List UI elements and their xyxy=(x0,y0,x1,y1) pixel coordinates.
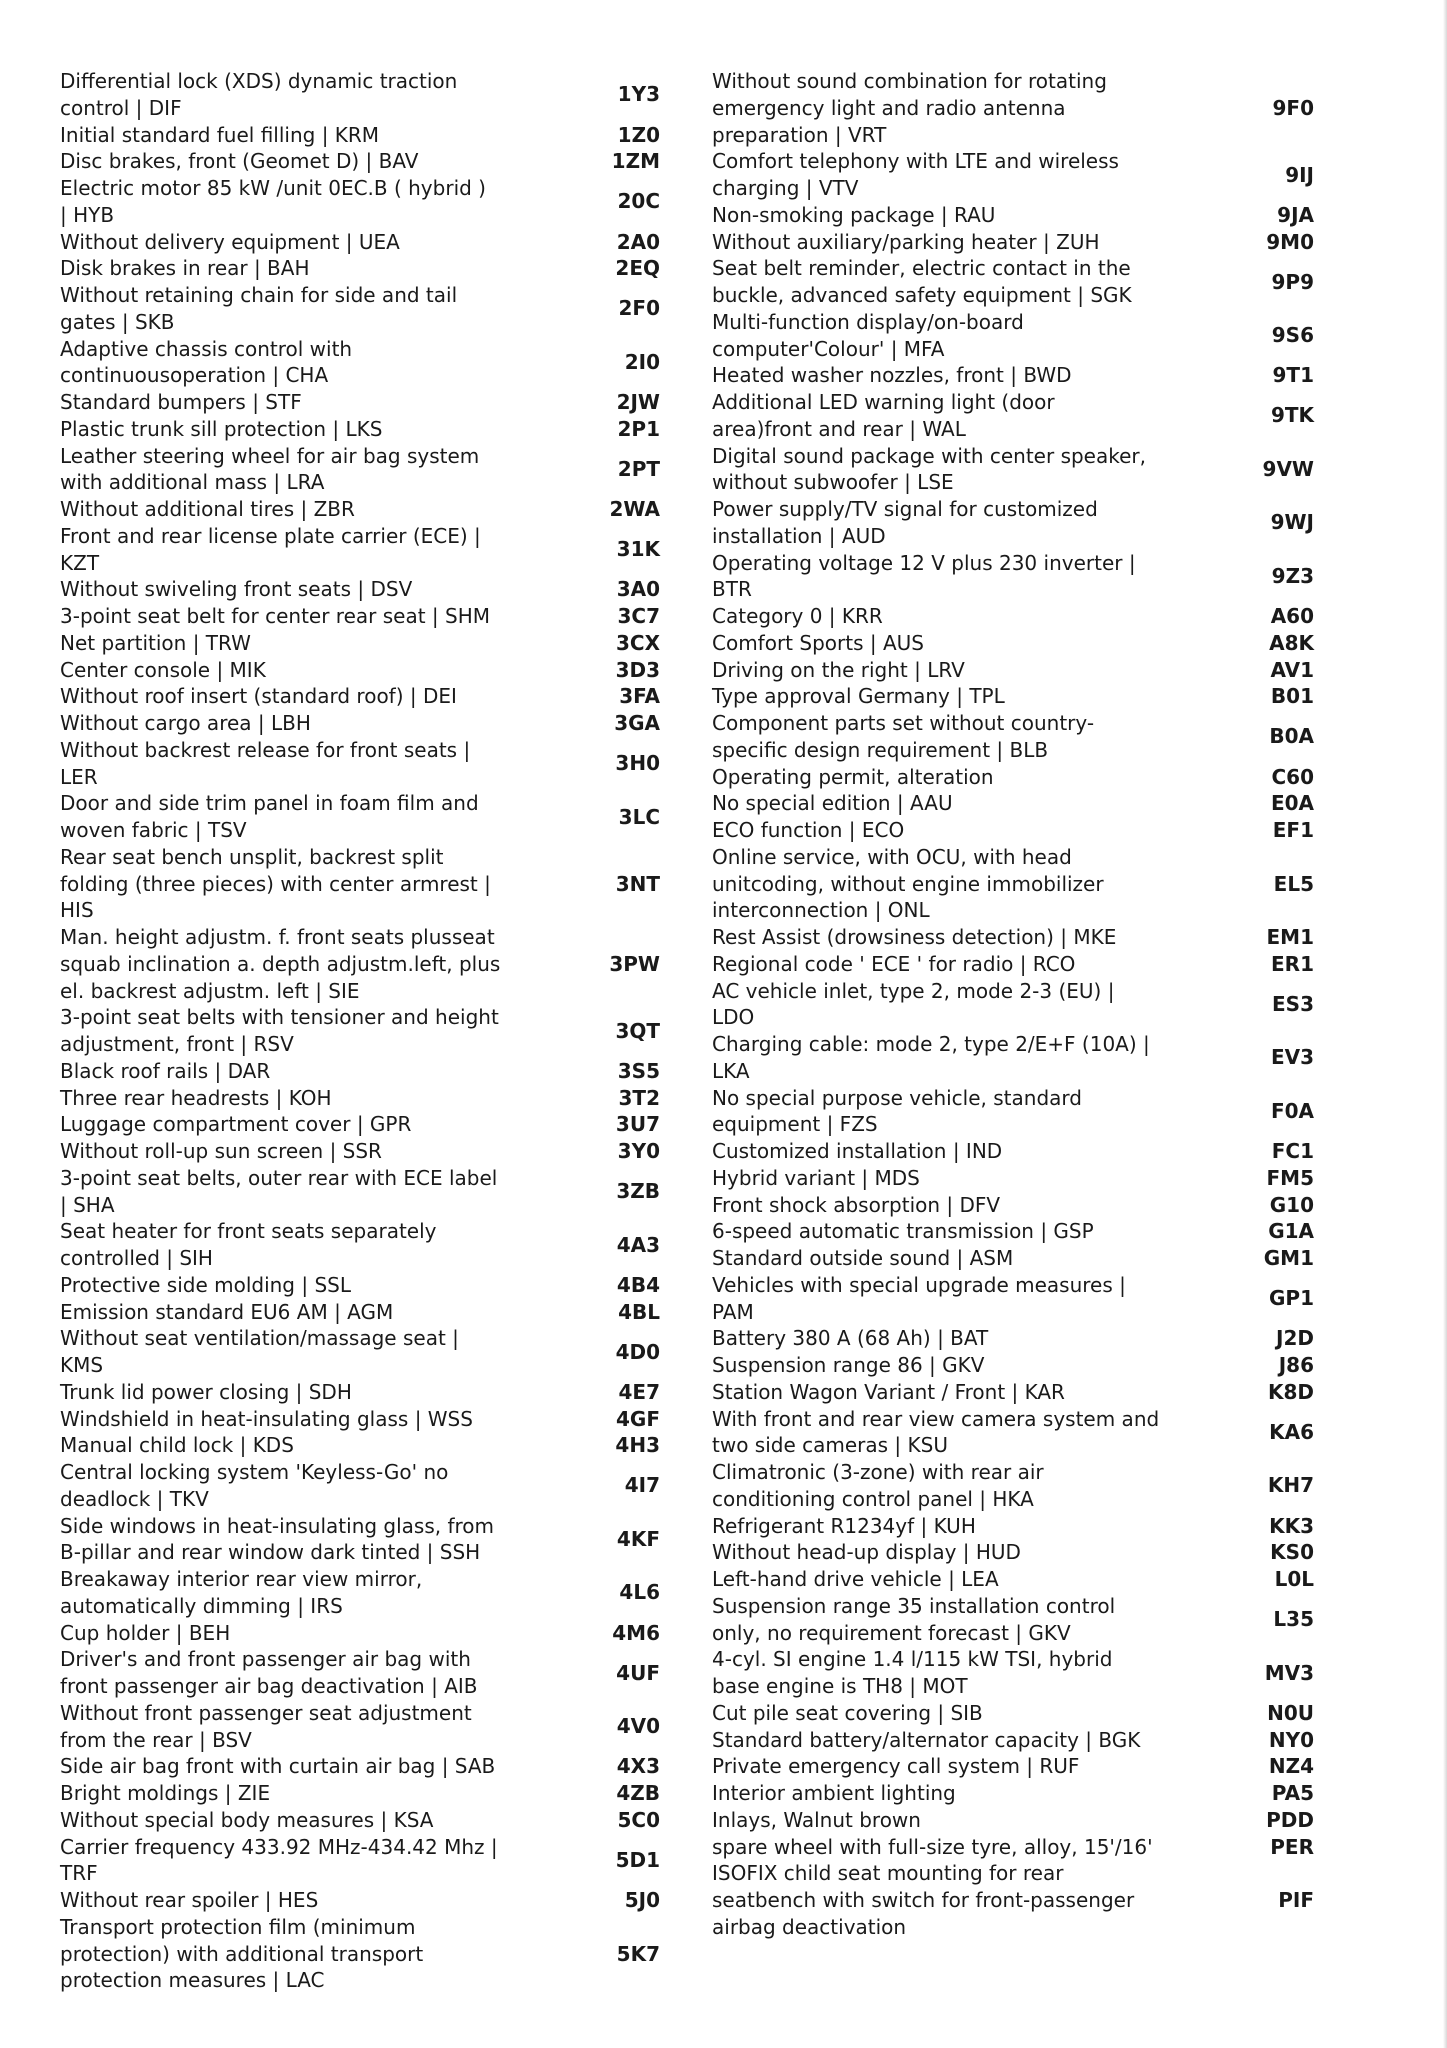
option-code: 9M0 xyxy=(1266,229,1314,254)
option-code: 9T1 xyxy=(1272,363,1314,388)
option-code: E0A xyxy=(1270,791,1314,816)
option-code: NY0 xyxy=(1268,1727,1314,1752)
option-code: 3S5 xyxy=(617,1058,660,1083)
option-description: 3-point seat belts, outer rear with ECE label | SHA xyxy=(60,1165,498,1217)
option-row xyxy=(60,255,710,282)
option-description: Black roof rails | DAR xyxy=(60,1058,271,1083)
option-row xyxy=(60,1459,710,1513)
option-row xyxy=(60,416,710,443)
option-row xyxy=(712,1566,1352,1593)
option-row xyxy=(712,951,1352,978)
option-row xyxy=(712,496,1352,550)
option-code: KH7 xyxy=(1267,1473,1314,1498)
option-description: With front and rear view camera system and two side cameras | KSU xyxy=(712,1406,1160,1458)
option-row xyxy=(712,1807,1352,1834)
option-description: Three rear headrests | KOH xyxy=(60,1085,332,1110)
option-row xyxy=(60,683,710,710)
option-row xyxy=(60,1513,710,1567)
option-code: 9VW xyxy=(1262,456,1314,481)
option-description: Without seat ventilation/massage seat | KMS xyxy=(60,1326,459,1377)
option-row xyxy=(712,1753,1352,1780)
option-row xyxy=(712,1245,1352,1272)
option-description: No special edition | AAU xyxy=(712,791,953,816)
option-row xyxy=(60,576,710,603)
option-description: Without sound combination for rotating emergency light and radio antenna preparation | VRT xyxy=(712,69,1107,147)
option-code: 3CX xyxy=(615,630,660,655)
option-description: Heated washer nozzles, front | BWD xyxy=(712,363,1072,388)
option-description: Station Wagon Variant / Front | KAR xyxy=(712,1379,1065,1404)
option-description: Hybrid variant | MDS xyxy=(712,1165,920,1190)
option-row xyxy=(60,1299,710,1326)
option-row xyxy=(712,630,1352,657)
option-row xyxy=(60,1646,710,1700)
option-code: N0U xyxy=(1267,1700,1314,1725)
option-code: 4GF xyxy=(616,1406,660,1431)
option-row xyxy=(712,1459,1352,1513)
option-description: Disk brakes in rear | BAH xyxy=(60,256,310,281)
option-description: Without special body measures | KSA xyxy=(60,1807,434,1832)
option-description: Windshield in heat-insulating glass | WSS xyxy=(60,1406,473,1431)
option-row xyxy=(712,1218,1352,1245)
option-description: Online service, with OCU, with head unitcoding, without engine immobilizer interconnection | ONL xyxy=(712,844,1104,923)
option-row xyxy=(712,657,1352,684)
option-code: 5K7 xyxy=(616,1941,660,1966)
option-description: Transport protection film (minimum protection) with additional transport protection measures | LAC xyxy=(60,1914,424,1993)
option-description: Multi-function display/on-board computer'Colour' | MFA xyxy=(712,309,1024,361)
option-description: Comfort telephony with LTE and wireless charging | VTV xyxy=(712,149,1119,200)
option-description: Without backrest release for front seats | LER xyxy=(60,737,471,789)
option-description: Standard outside sound | ASM xyxy=(712,1246,1014,1270)
option-code: 2PT xyxy=(617,456,660,481)
option-row xyxy=(60,1379,710,1406)
option-row xyxy=(60,924,710,1004)
option-description: Bright moldings | ZIE xyxy=(60,1781,271,1805)
option-row xyxy=(712,1272,1352,1326)
option-code: 3U7 xyxy=(615,1112,660,1137)
option-row xyxy=(60,282,710,336)
option-code: 3PW xyxy=(609,951,660,976)
option-row xyxy=(60,1566,710,1620)
option-code: 4H3 xyxy=(615,1433,660,1458)
option-row xyxy=(60,657,710,684)
option-row xyxy=(712,1165,1352,1192)
scan-edge-shadow xyxy=(1443,0,1447,2048)
option-description: Without auxiliary/parking heater | ZUH xyxy=(712,229,1100,254)
option-code: C60 xyxy=(1271,764,1314,789)
option-row xyxy=(60,1887,710,1914)
option-description: Inlays, Walnut brown xyxy=(712,1807,921,1832)
option-description: Emission standard EU6 AM | AGM xyxy=(60,1299,394,1324)
option-description: Interior ambient lighting xyxy=(712,1781,956,1805)
option-description: Trunk lid power closing | SDH xyxy=(60,1379,352,1404)
option-code: PDD xyxy=(1266,1807,1314,1832)
option-description: Additional LED warning light (door area)front and rear | WAL xyxy=(712,390,1055,441)
option-row xyxy=(60,496,710,523)
option-row xyxy=(60,336,710,390)
option-row xyxy=(60,148,710,175)
option-description: Without front passenger seat adjustment from the rear | BSV xyxy=(60,1700,472,1752)
option-description: Adaptive chassis control with continuousoperation | CHA xyxy=(60,336,353,388)
option-description: Electric motor 85 kW /unit 0EC.B ( hybrid ) | HYB xyxy=(60,176,486,227)
option-code: 4I7 xyxy=(624,1473,660,1498)
option-description: Front and rear license plate carrier (ECE) | KZT xyxy=(60,523,481,575)
option-row xyxy=(712,1727,1352,1754)
option-row xyxy=(712,817,1352,844)
option-code: 3QT xyxy=(615,1018,660,1043)
option-code: 31K xyxy=(616,537,660,562)
option-code: EV3 xyxy=(1270,1045,1314,1070)
option-code: 9JA xyxy=(1277,202,1314,227)
option-row xyxy=(60,710,710,737)
option-row xyxy=(712,1406,1352,1460)
option-code: 3D3 xyxy=(615,657,660,682)
option-description: Side air bag front with curtain air bag | SAB xyxy=(60,1754,496,1779)
option-row xyxy=(712,1593,1352,1647)
option-row xyxy=(712,229,1352,256)
option-description: Suspension range 86 | GKV xyxy=(712,1353,985,1377)
option-description: No special purpose vehicle, standard equipment | FZS xyxy=(712,1085,1082,1137)
option-description: Vehicles with special upgrade measures | PAM xyxy=(712,1272,1126,1324)
option-row xyxy=(60,1780,710,1807)
option-row xyxy=(60,1058,710,1085)
option-code: GM1 xyxy=(1263,1246,1314,1270)
option-row xyxy=(60,122,710,149)
option-row xyxy=(60,1834,710,1888)
option-code: 9P9 xyxy=(1271,269,1314,294)
option-description: spare wheel with full-size tyre, alloy, 15'/16' xyxy=(712,1834,1153,1859)
option-code: 1Z0 xyxy=(617,122,660,147)
option-code: EM1 xyxy=(1266,925,1314,949)
option-row xyxy=(60,737,710,791)
option-row xyxy=(60,1165,710,1219)
option-description: Climatronic (3-zone) with rear air conditioning control panel | HKA xyxy=(712,1460,1044,1511)
option-description: Front shock absorption | DFV xyxy=(712,1192,1001,1217)
option-description: Without retaining chain for side and tail gates | SKB xyxy=(60,283,458,334)
option-description: Operating voltage 12 V plus 230 inverter | BTR xyxy=(712,550,1136,602)
option-row xyxy=(60,1272,710,1299)
option-description: Side windows in heat-insulating glass, from B-pillar and rear window dark tinted | SSH xyxy=(60,1513,495,1565)
option-code: 2I0 xyxy=(624,349,660,374)
option-description: Cup holder | BEH xyxy=(60,1620,231,1645)
option-description: Without head-up display | HUD xyxy=(712,1540,1021,1565)
option-row xyxy=(60,1111,710,1138)
option-description: Without roof insert (standard roof) | DEI xyxy=(60,684,457,709)
option-description: 3-point seat belts with tensioner and height adjustment, front | RSV xyxy=(60,1005,499,1056)
option-row xyxy=(60,1914,710,1994)
option-code: 9WJ xyxy=(1270,510,1314,535)
option-code: 2WA xyxy=(609,497,660,521)
option-code: 3LC xyxy=(618,804,660,829)
option-code: 3GA xyxy=(614,711,660,735)
option-code: A60 xyxy=(1270,604,1314,628)
option-code: B0A xyxy=(1269,724,1314,749)
option-code: 3ZB xyxy=(616,1179,660,1204)
option-row xyxy=(712,202,1352,229)
option-row xyxy=(60,1620,710,1647)
option-row xyxy=(712,1138,1352,1165)
option-code: 2JW xyxy=(616,390,660,414)
option-description: Man. height adjustm. f. front seats plusseat squab inclination a. depth adjustm.left, plus el. backrest adjustm. left | SIE xyxy=(60,925,501,1003)
option-description: Manual child lock | KDS xyxy=(60,1433,294,1458)
option-row xyxy=(712,1352,1352,1379)
option-row xyxy=(712,1700,1352,1727)
option-code: GP1 xyxy=(1269,1286,1314,1311)
option-description: Differential lock (XDS) dynamic traction control | DIF xyxy=(60,69,458,120)
option-row xyxy=(60,1325,710,1379)
option-code: EL5 xyxy=(1273,871,1314,896)
option-code: 5C0 xyxy=(617,1807,660,1832)
option-description: Leather steering wheel for air bag system with additional mass | LRA xyxy=(60,443,480,495)
option-description: Driving on the right | LRV xyxy=(712,657,965,682)
option-row xyxy=(712,790,1352,817)
option-code: MV3 xyxy=(1264,1660,1314,1685)
option-description: Disc brakes, front (Geomet D) | BAV xyxy=(60,149,419,174)
option-row xyxy=(712,389,1352,443)
option-row xyxy=(712,603,1352,630)
option-row xyxy=(60,1218,710,1272)
option-description: Seat heater for front seats separately controlled | SIH xyxy=(60,1219,437,1270)
option-code: J2D xyxy=(1276,1326,1314,1351)
option-code: 9TK xyxy=(1270,403,1314,428)
option-description: Regional code ' ECE ' for radio | RCO xyxy=(712,951,1076,976)
option-code: 4BL xyxy=(618,1299,660,1324)
option-description: Breakaway interior rear view mirror, automatically dimming | IRS xyxy=(60,1567,423,1618)
option-code: 2A0 xyxy=(616,229,660,254)
option-code: F0A xyxy=(1270,1098,1314,1123)
option-description: Customized installation | IND xyxy=(712,1139,1003,1163)
option-row xyxy=(712,1325,1352,1352)
option-row xyxy=(60,1085,710,1112)
option-code: A8K xyxy=(1269,630,1314,655)
option-code: FM5 xyxy=(1266,1165,1314,1190)
option-code: ER1 xyxy=(1271,951,1314,976)
option-row xyxy=(712,1834,1352,1861)
option-description: Component parts set without country- specific design requirement | BLB xyxy=(712,711,1095,762)
option-row xyxy=(712,1539,1352,1566)
option-row xyxy=(712,550,1352,604)
option-description: Power supply/TV signal for customized installation | AUD xyxy=(712,497,1098,548)
option-row xyxy=(712,710,1352,764)
option-row xyxy=(60,175,710,229)
option-description: Luggage compartment cover | GPR xyxy=(60,1112,412,1137)
option-row xyxy=(712,1646,1352,1700)
option-description: Seat belt reminder, electric contact in the buckle, advanced safety equipment | SGK xyxy=(712,256,1132,307)
option-code: 9IJ xyxy=(1285,162,1314,187)
option-description: Left-hand drive vehicle | LEA xyxy=(712,1567,999,1591)
option-code: AV1 xyxy=(1270,657,1314,682)
option-code: 4V0 xyxy=(616,1714,660,1739)
option-row xyxy=(712,1085,1352,1139)
option-row xyxy=(60,1807,710,1834)
option-row xyxy=(712,309,1352,363)
option-row xyxy=(60,844,710,924)
option-code: ES3 xyxy=(1272,991,1314,1016)
option-code: EF1 xyxy=(1272,818,1314,842)
option-code: 4ZB xyxy=(616,1781,660,1805)
option-description: ECO function | ECO xyxy=(712,818,905,842)
option-code: KS0 xyxy=(1270,1540,1314,1565)
option-code: B01 xyxy=(1270,684,1314,709)
option-row xyxy=(712,844,1352,924)
option-code: 4KF xyxy=(616,1526,660,1551)
option-row xyxy=(712,443,1352,497)
option-description: Suspension range 35 installation control only, no requirement forecast | GKV xyxy=(712,1593,1116,1645)
option-row xyxy=(712,978,1352,1032)
option-row xyxy=(712,1860,1352,1940)
option-description: Private emergency call system | RUF xyxy=(712,1754,1080,1779)
option-code: FC1 xyxy=(1271,1139,1314,1163)
option-row xyxy=(60,1753,710,1780)
option-description: Without additional tires | ZBR xyxy=(60,497,355,521)
option-code: NZ4 xyxy=(1268,1754,1314,1779)
option-row xyxy=(60,68,710,122)
option-code: 4UF xyxy=(616,1660,660,1685)
option-description: Standard bumpers | STF xyxy=(60,390,302,414)
option-code: 3T2 xyxy=(618,1085,660,1110)
option-row xyxy=(712,1513,1352,1540)
option-row xyxy=(712,362,1352,389)
option-description: Operating permit, alteration xyxy=(712,764,994,789)
option-code: KK3 xyxy=(1269,1513,1314,1538)
option-description: Standard battery/alternator capacity | BGK xyxy=(712,1727,1141,1752)
option-row xyxy=(712,924,1352,951)
option-row xyxy=(712,1780,1352,1807)
option-description: 6-speed automatic transmission | GSP xyxy=(712,1219,1094,1244)
option-description: Rear seat bench unsplit, backrest split folding (three pieces) with center armrest | HIS xyxy=(60,844,491,923)
option-row xyxy=(60,1700,710,1754)
option-code: G1A xyxy=(1268,1219,1314,1244)
option-code: 4A3 xyxy=(616,1232,660,1257)
option-code: 2P1 xyxy=(617,416,660,441)
option-description: Without rear spoiler | HES xyxy=(60,1888,319,1912)
option-code: PA5 xyxy=(1271,1781,1314,1805)
option-description: Door and side trim panel in foam film and woven fabric | TSV xyxy=(60,791,479,842)
option-row xyxy=(712,764,1352,791)
option-code: 3NT xyxy=(615,871,660,896)
option-description: Carrier frequency 433.92 MHz-434.42 Mhz | TRF xyxy=(60,1834,498,1886)
option-code: KA6 xyxy=(1269,1419,1314,1444)
option-row xyxy=(60,1138,710,1165)
option-description: Net partition | TRW xyxy=(60,630,251,655)
option-code: 1Y3 xyxy=(617,82,660,107)
option-code: 2F0 xyxy=(618,296,660,321)
option-row xyxy=(60,1432,710,1459)
option-code: 4X3 xyxy=(616,1754,660,1779)
option-description: Refrigerant R1234yf | KUH xyxy=(712,1513,976,1538)
option-code: 3H0 xyxy=(615,751,660,776)
option-row xyxy=(60,603,710,630)
option-row xyxy=(60,790,710,844)
option-description: Plastic trunk sill protection | LKS xyxy=(60,416,383,441)
option-code: 4D0 xyxy=(615,1339,660,1364)
option-code: 3Y0 xyxy=(617,1139,660,1163)
option-description: Non-smoking package | RAU xyxy=(712,202,996,227)
option-description: Cut pile seat covering | SIB xyxy=(712,1700,983,1725)
option-code: L0L xyxy=(1274,1567,1314,1591)
option-description: Without cargo area | LBH xyxy=(60,711,311,735)
option-description: Rest Assist (drowsiness detection) | MKE xyxy=(712,925,1117,949)
option-row xyxy=(60,523,710,577)
option-code: 3FA xyxy=(619,684,660,709)
option-description: Driver's and front passenger air bag with front passenger air bag deactivation | AIB xyxy=(60,1647,478,1698)
option-code: 2EQ xyxy=(615,256,660,281)
option-description: Central locking system 'Keyless-Go' no deadlock | TKV xyxy=(60,1460,449,1511)
option-code: G10 xyxy=(1269,1192,1314,1217)
left-column xyxy=(60,68,710,1994)
option-code: 9S6 xyxy=(1271,323,1314,348)
option-description: Center console | MIK xyxy=(60,657,266,682)
option-description: Without delivery equipment | UEA xyxy=(60,229,400,254)
option-row xyxy=(712,68,1352,148)
option-code: J86 xyxy=(1278,1353,1314,1377)
option-code: 3C7 xyxy=(617,604,660,628)
option-description: Without roll-up sun screen | SSR xyxy=(60,1139,382,1163)
option-description: Protective side molding | SSL xyxy=(60,1272,351,1297)
option-description: Charging cable: mode 2, type 2/E+F (10A) | LKA xyxy=(712,1032,1150,1083)
option-row xyxy=(60,1406,710,1433)
option-description: 3-point seat belt for center rear seat | SHM xyxy=(60,604,490,628)
option-description: Type approval Germany | TPL xyxy=(712,684,1005,709)
option-code: L35 xyxy=(1273,1607,1314,1632)
right-column xyxy=(712,68,1352,1941)
option-code: 5J0 xyxy=(624,1888,660,1912)
option-code: PIF xyxy=(1278,1888,1314,1912)
option-row xyxy=(60,630,710,657)
option-code: 9F0 xyxy=(1272,95,1314,120)
option-code: 1ZM xyxy=(611,149,660,174)
option-row xyxy=(712,148,1352,202)
option-code: K8D xyxy=(1267,1379,1314,1404)
option-description: ISOFIX child seat mounting for rear seatbench with switch for front-passenger airbag deactivation xyxy=(712,1861,1135,1939)
option-description: Battery 380 A (68 Ah) | BAT xyxy=(712,1326,989,1351)
option-row xyxy=(712,255,1352,309)
option-code: 4L6 xyxy=(619,1580,660,1605)
option-description: Category 0 | KRR xyxy=(712,604,883,628)
option-code: 4B4 xyxy=(616,1272,660,1297)
option-description: AC vehicle inlet, type 2, mode 2-3 (EU) | LDO xyxy=(712,978,1115,1030)
option-row xyxy=(60,443,710,497)
option-code: 4E7 xyxy=(618,1379,660,1404)
option-code: 20C xyxy=(617,189,660,214)
option-row xyxy=(712,1031,1352,1085)
option-row xyxy=(60,229,710,256)
option-row xyxy=(712,1379,1352,1406)
option-description: Digital sound package with center speaker, without subwoofer | LSE xyxy=(712,443,1146,495)
option-description: Without swiveling front seats | DSV xyxy=(60,577,413,602)
option-row xyxy=(60,389,710,416)
option-row xyxy=(60,1004,710,1058)
option-description: 4-cyl. SI engine 1.4 l/115 kW TSI, hybrid base engine is TH8 | MOT xyxy=(712,1647,1113,1698)
option-code: 9Z3 xyxy=(1271,563,1314,588)
option-code: 5D1 xyxy=(615,1847,660,1872)
option-row xyxy=(712,683,1352,710)
option-code: PER xyxy=(1270,1834,1314,1859)
option-row xyxy=(712,1192,1352,1219)
option-description: Comfort Sports | AUS xyxy=(712,630,924,655)
option-description: Initial standard fuel filling | KRM xyxy=(60,122,380,147)
option-code: 3A0 xyxy=(616,577,660,602)
option-code: 4M6 xyxy=(612,1620,660,1645)
